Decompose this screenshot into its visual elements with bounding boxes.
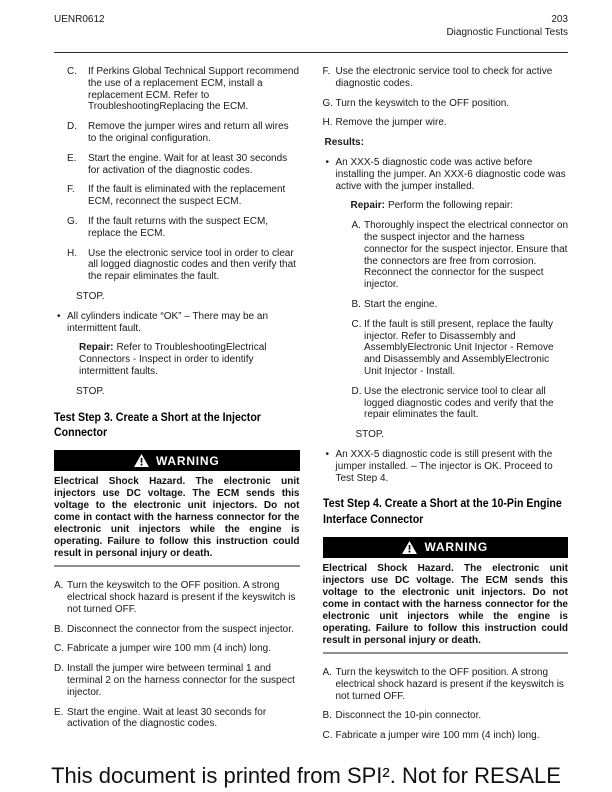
step-label: D. (54, 663, 64, 675)
step-label: H. (322, 117, 333, 129)
bullet-marker: • (325, 448, 330, 460)
test-step-4-heading: Test Step 4. Create a Short at the 10-Pin Engine Interface Connector (322, 496, 562, 526)
step-label: A. (351, 220, 361, 232)
repair-step-item (352, 319, 569, 378)
step-text: Thoroughly inspect the electrical connector on the suspect injector and the harness connector for the suspect injector. Ensure that the connectors are free from corrosion. Reconnect the connector for the suspect injector. (364, 220, 569, 291)
repair-text: Refer to TroubleshootingElectrical Connectors - Inspect in order to identify intermittent faults. (79, 342, 267, 377)
step-text: If the fault is eliminated with the replacement ECM, reconnect the suspect ECM. (88, 184, 286, 208)
warning-header-bar (54, 450, 300, 471)
step-item (323, 66, 569, 90)
step-text: Use the electronic service tool to clear all logged diagnostic codes and verify that the repair eliminates the fault. (364, 385, 554, 421)
step-item (67, 248, 300, 283)
step-text: Turn the keyswitch to the OFF position. (335, 97, 510, 109)
stop-text: STOP. (355, 429, 385, 441)
bullet-text: All cylinders indicate “OK” – There may be an intermittent fault. (67, 310, 269, 334)
page-number: 203 (551, 14, 568, 25)
step-label: F. (67, 184, 75, 196)
repair-text: Perform the following repair: (387, 200, 514, 212)
step-item (54, 663, 300, 698)
step-text: Turn the keyswitch to the OFF position. A strong electrical shock hazard is present if the keyswitch is not turned OFF. (335, 667, 564, 702)
bullet-marker: • (57, 310, 61, 322)
step-item (67, 66, 300, 113)
bullet-text: An XXX-5 diagnostic code was active before installing the jumper. An XXX-6 diagnostic code was active with the jumper installed. (335, 156, 566, 192)
repair-label: Repair: (350, 200, 385, 212)
stop-text: STOP. (76, 290, 105, 302)
header-divider (54, 52, 568, 53)
bullet-text: An XXX-5 diagnostic code is still present with the jumper installed. – The injector is OK. Proceed to Test Step 4. (335, 448, 553, 484)
step-label: H. (67, 247, 77, 259)
warning-divider (323, 652, 569, 654)
warning-title: WARNING (155, 453, 220, 468)
step-label: D. (67, 121, 77, 133)
step-label: F. (322, 66, 331, 77)
step-text: Use the electronic service tool to check for active diagnostic codes. (335, 66, 553, 89)
step-text: If Perkins Global Technical Support recommend the use of a replacement ECM, install a replacement ECM. Refer to TroubleshootingReplacing the ECM. (88, 66, 300, 113)
warning-box (323, 537, 569, 654)
step-label: G. (67, 215, 78, 227)
step-label: E. (67, 152, 77, 164)
step-label: C. (351, 318, 362, 330)
document-number: UENR0612 (54, 14, 105, 25)
step-label: C. (322, 730, 333, 742)
warning-title: WARNING (424, 540, 489, 555)
step-item (67, 184, 300, 208)
step-text: Install the jumper wire between terminal 1 and terminal 2 on the harness connector for the suspect injector. (67, 663, 295, 698)
repair-step-item (352, 299, 569, 311)
step-label: B. (322, 710, 332, 722)
step-text: Disconnect the connector from the suspect injector. (67, 623, 294, 635)
step-item (67, 216, 300, 240)
page-header (54, 14, 568, 39)
step-text: Start the engine. Wait for at least 30 seconds for activation of the diagnostic codes. (88, 152, 288, 176)
step-item (323, 98, 569, 110)
step-text: Fabricate a jumper wire 100 mm (4 inch) long. (67, 643, 271, 655)
step-label: A. (54, 580, 64, 592)
section-title: Diagnostic Functional Tests (446, 26, 568, 38)
step-item (54, 580, 300, 615)
warning-header-bar (323, 537, 569, 558)
warning-box (54, 450, 300, 567)
bullet-marker: • (325, 156, 330, 168)
result-bullet (326, 157, 569, 192)
test-step-3-heading: Test Step 3. Create a Short at the Injector Connector (54, 409, 261, 439)
step-text: Start the engine. Wait at least 30 seconds for activation of the diagnostic codes. (67, 706, 267, 730)
repair-note (79, 342, 300, 377)
step-item (323, 117, 569, 129)
step-text: Remove the jumper wires and return all wires to the original configuration. (88, 121, 289, 144)
stop-text: STOP. (76, 385, 105, 397)
step-text: Disconnect the 10-pin connector. (335, 710, 482, 722)
step-label: D. (351, 385, 362, 397)
step-item (323, 730, 569, 742)
warning-divider (54, 565, 300, 567)
step-text: Fabricate a jumper wire 100 mm (4 inch) long. (335, 730, 540, 742)
result-bullet (57, 311, 300, 335)
right-column (323, 66, 569, 750)
step-text: Use the electronic service tool in order to clear all logged diagnostic codes and then verify that the repair eliminates the fault. (88, 247, 296, 283)
warning-triangle-icon (134, 454, 149, 467)
result-bullet (326, 449, 569, 484)
step-item (54, 624, 300, 636)
step-item (323, 710, 569, 722)
warning-text: Electrical Shock Hazard. The electronic unit injectors use DC voltage. The ECM sends this voltage to the electronic unit injectors. Do not come in contact with the harness connector for the electronic unit injectors while the engine is operating. Failure to follow this instruction could result in personal injury or death. (54, 476, 300, 560)
step-item (67, 153, 300, 177)
step-text: If the fault is still present, replace the faulty injector. Refer to Disassembly and AssemblyElectronic Unit Injector - Remove and Disassembly and AssemblyElectronic Unit Injector - Install. (364, 318, 554, 377)
step-text: Turn the keyswitch to the OFF position. A strong electrical shock hazard is present if the keyswitch is not turned OFF. (67, 580, 296, 615)
left-column (54, 66, 300, 750)
repair-step-item (352, 220, 569, 291)
step-label: C. (54, 643, 64, 655)
page-content (54, 14, 568, 750)
step-label: E. (54, 706, 64, 718)
step-label: A. (322, 667, 332, 679)
warning-text: Electrical Shock Hazard. The electronic unit injectors use DC voltage. The ECM sends this voltage to the electronic unit injectors. Do not come in contact with the harness connector for the electronic unit injectors while the engine is operating. Failure to follow this instruction could result in personal injury or death. (322, 563, 568, 647)
step-text: If the fault returns with the suspect ECM, replace the ECM. (88, 215, 269, 239)
step-text: Start the engine. (364, 298, 438, 310)
repair-step-item (352, 386, 569, 421)
repair-note (351, 200, 569, 212)
step-item (54, 707, 300, 731)
step-item (54, 643, 300, 655)
results-label: Results: (324, 137, 364, 149)
two-column-body (54, 66, 568, 750)
watermark-text: This document is printed from SPI². Not for RESALE (51, 763, 561, 789)
step-label: B. (54, 623, 64, 635)
step-item (323, 667, 569, 702)
step-label: B. (351, 298, 361, 310)
repair-label: Repair: (79, 342, 114, 354)
step-text: Remove the jumper wire. (335, 117, 447, 129)
warning-triangle-icon (402, 541, 417, 554)
step-item (67, 121, 300, 145)
step-label: C. (67, 66, 77, 77)
header-right (446, 14, 568, 39)
step-label: G. (322, 97, 334, 109)
